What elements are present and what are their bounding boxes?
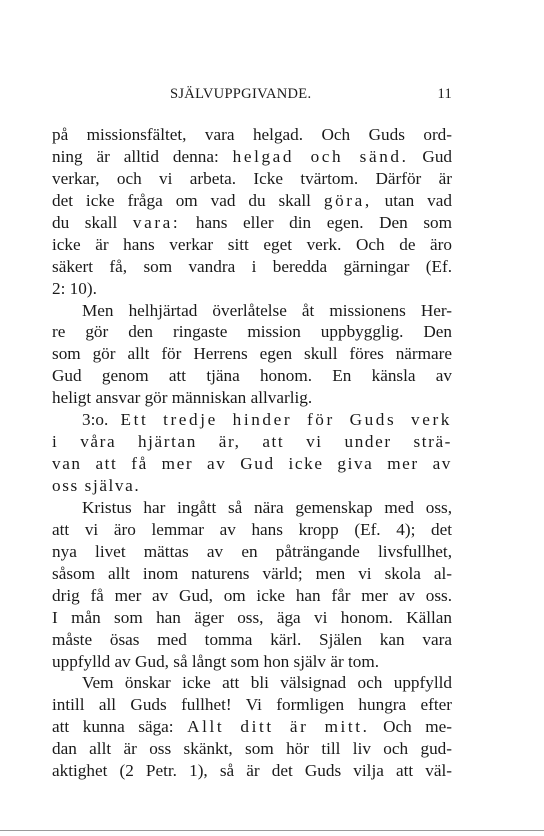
emphasis-text: helgad och sänd.	[232, 146, 409, 166]
text-line: aktighet (2 Petr. 1), så är det Guds vilja att väl-	[52, 761, 452, 781]
text-line: Kristus har ingått så nära gemenskap med oss,	[82, 497, 452, 517]
text-line: 2: 10).	[52, 278, 97, 298]
text-line: du skall vara: hans eller din egen. Den som	[52, 212, 453, 232]
text-line	[52, 431, 452, 453]
text-line: ning är alltid denna: helgad och sänd. Gud	[52, 146, 453, 166]
emphasis-text: vara:	[132, 212, 181, 232]
emphasis-text: Allt ditt är mitt.	[187, 717, 370, 737]
text-line: re gör den ringaste mission uppbygglig. Den	[52, 322, 452, 342]
text-line: att vi äro lemmar av hans kropp (Ef. 4); det	[52, 519, 452, 539]
text-line: verkar, och vi arbeta. Icke tvärtom. Därför är	[52, 168, 452, 188]
page-number: 11	[437, 86, 452, 102]
text-line: drig få mer av Gud, om icke han får mer av oss.	[52, 585, 452, 605]
body-text	[52, 124, 452, 782]
text-line: nya livet mättas av en påträngande livsfullhet,	[52, 541, 452, 561]
emphasis-text: Ett tredje hinder för Guds verk	[120, 410, 452, 430]
emphasis-text: i våra hjärtan är, att vi under strä-	[52, 432, 452, 452]
emphasis-text: oss själva.	[52, 476, 141, 495]
text-line: 3:o. Ett tredje hinder för Guds verk	[82, 410, 452, 430]
text-line: Men helhjärtad överlåtelse åt missionens Her-	[82, 300, 452, 320]
text-line: säkert få, som vandra i beredda gärningar (Ef.	[52, 256, 452, 276]
text-line: som gör allt för Herrens egen skull föres närmare	[52, 344, 452, 364]
text-line: måste ösas med tomma kärl. Själen kan vara	[52, 629, 452, 649]
text-line	[52, 453, 452, 475]
emphasis-text: göra,	[323, 190, 372, 210]
text-line: heligt ansvar gör människan allvarlig.	[52, 388, 313, 408]
text-line: dan allt är oss skänkt, som hör till liv och gud-	[52, 739, 452, 759]
text-line: intill all Guds fullhet! Vi formligen hungra efter	[52, 695, 452, 715]
text-line: såsom allt inom naturens värld; men vi skola al-	[52, 563, 452, 583]
text-line: uppfylld av Gud, så långt som hon själv är tom.	[52, 651, 379, 671]
text-line: icke är hans verkar sitt eget verk. Och de äro	[52, 234, 452, 254]
running-head	[52, 86, 452, 106]
text-line	[52, 475, 452, 497]
page-bottom-edge	[0, 830, 544, 831]
text-line: I mån som han äger oss, äga vi honom. Källan	[52, 607, 452, 627]
text-line: på missionsfältet, vara helgad. Och Guds ord-	[52, 125, 452, 144]
text-line: att kunna säga: Allt ditt är mitt. Och me-	[52, 717, 453, 737]
text-line: Gud genom att tjäna honom. En känsla av	[52, 366, 452, 386]
text-line: det icke fråga om vad du skall göra, utan vad	[52, 190, 452, 210]
text-line: Vem önskar icke att bli välsignad och uppfylld	[82, 673, 452, 693]
running-head-title: SJÄLVUPPGIVANDE.	[170, 86, 312, 102]
emphasis-text: van att få mer av Gud icke giva mer av	[52, 454, 452, 474]
